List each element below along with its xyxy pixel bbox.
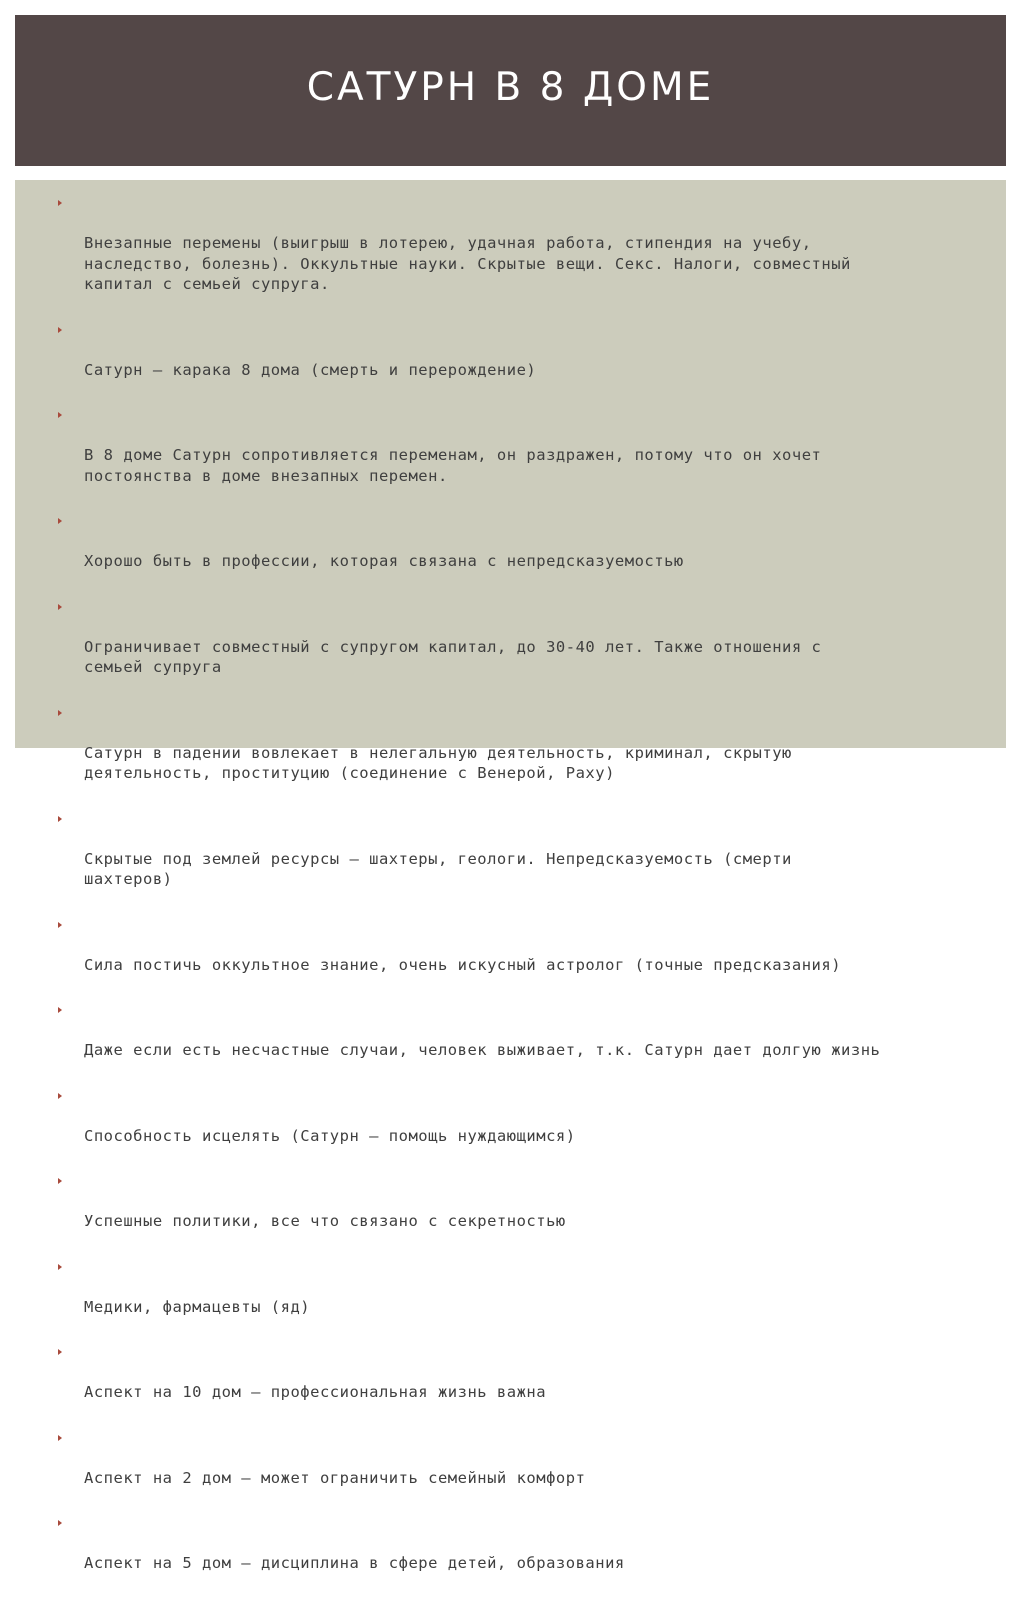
bullet-triangle-icon — [58, 200, 62, 206]
bullet-triangle-icon — [58, 1520, 62, 1526]
bullet-item — [55, 404, 1005, 507]
bullet-text: Внезапные перемены (выигрыш в лотерею, удачная работа, стипендия на учебу, наследство, болезнь). Оккультные науки. Скрытые вещи. Секс. Налоги, совместный капитал с семьей супруга. — [84, 234, 851, 293]
bullet-triangle-icon — [58, 412, 62, 418]
bullet-triangle-icon — [58, 1007, 62, 1013]
bullet-item — [55, 1512, 1005, 1594]
bullet-item — [55, 1085, 1005, 1167]
bullet-text: Аспект на 5 дом – дисциплина в сфере детей, образования — [84, 1554, 625, 1572]
bullet-triangle-icon — [58, 518, 62, 524]
slide-title: САТУРН В 8 ДОМЕ — [306, 65, 715, 110]
bullet-triangle-icon — [58, 922, 62, 928]
bullet-text: Ограничивает совместный с супругом капитал, до 30-40 лет. Также отношения с семьей супруга — [84, 637, 822, 676]
bullet-triangle-icon — [58, 1264, 62, 1270]
bullet-text: Медики, фармацевты (яд) — [84, 1297, 311, 1316]
bullet-text: В 8 доме Сатурн сопротивляется переменам, он раздражен, потому что он хочет постоянства в доме внезапных перемен. — [84, 446, 822, 485]
bullet-item — [55, 914, 1005, 996]
bullet-list — [55, 192, 1005, 1598]
bullet-triangle-icon — [58, 327, 62, 333]
bullet-item — [55, 808, 1005, 911]
bullet-text: Сила постичь оккультное знание, очень искусный астролог (точные предсказания) — [84, 955, 842, 974]
bullet-text: Успешные политики, все что связано с секретностью — [84, 1212, 566, 1230]
bullet-item — [55, 1341, 1005, 1423]
bullet-text: Хорошо быть в профессии, которая связана с непредсказуемостью — [84, 552, 684, 570]
bullet-triangle-icon — [58, 1435, 62, 1441]
bullet-text: Аспект на 2 дом – может ограничить семейный комфорт — [84, 1468, 586, 1487]
bullet-triangle-icon — [58, 1093, 62, 1099]
bullet-item — [55, 1427, 1005, 1509]
bullet-text: Аспект на 10 дом – профессиональная жизнь важна — [84, 1383, 547, 1401]
bullet-item — [55, 192, 1005, 315]
bullet-text: Сатурн в падении вовлекает в нелегальную деятельность, криминал, скрытую деятельность, проституцию (соединение с Венерой, Раху) — [84, 743, 792, 782]
bullet-item — [55, 510, 1005, 592]
title-bar — [15, 15, 1006, 166]
bullet-item — [55, 319, 1005, 401]
bullet-triangle-icon — [58, 1178, 62, 1184]
bullet-item — [55, 596, 1005, 699]
bullet-text: Скрытые под землей ресурсы – шахтеры, геологи. Непредсказуемость (смерти шахтеров) — [84, 849, 792, 888]
bullet-triangle-icon — [58, 710, 62, 716]
bullet-item — [55, 702, 1005, 805]
bullet-item — [55, 999, 1005, 1081]
bullet-triangle-icon — [58, 604, 62, 610]
bullet-triangle-icon — [58, 1349, 62, 1355]
bullet-triangle-icon — [58, 816, 62, 822]
bullet-text: Даже если есть несчастные случаи, человек выживает, т.к. Сатурн дает долгую жизнь — [84, 1041, 881, 1059]
bullet-text: Способность исцелять (Сатурн – помощь нуждающимся) — [84, 1126, 576, 1145]
bullet-text: Сатурн – карака 8 дома (смерть и перерождение) — [84, 360, 537, 379]
bullet-item — [55, 1170, 1005, 1252]
bullet-item — [55, 1256, 1005, 1338]
content-panel — [15, 180, 1006, 1572]
